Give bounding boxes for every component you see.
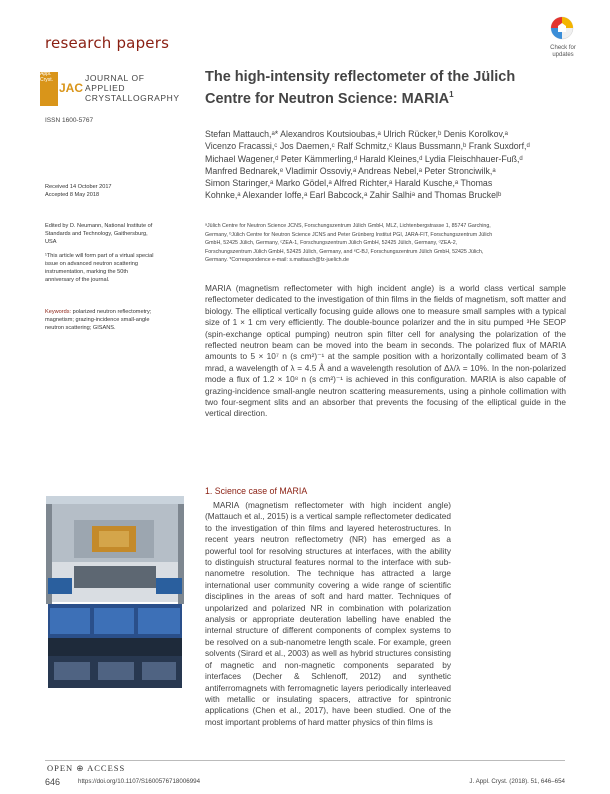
journal-logo-text: JAC (59, 81, 84, 95)
edited-by: Edited by D. Neumann, National Institute of Standards and Technology, Gaithersburg, USA (45, 223, 153, 245)
author-line: Stefan Mattauch,ᵃ* Alexandros Koutsioubas,ᵃ Ulrich Rücker,ᵇ Denis Korolkov,ᵃ (205, 129, 508, 139)
footer-divider (45, 760, 565, 761)
author-line: Simon Staringer,ᵃ Marko Gödel,ᵃ Alfred Richter,ᵃ Harald Kusche,ᵃ Thomas (205, 178, 493, 189)
keywords-label: Keywords: (45, 309, 72, 315)
keywords-text: polarized neutron reflectometry; magnetism; grazing-incidence small-angle neutron scattering; GISANS. (45, 309, 152, 331)
body-text (205, 500, 451, 728)
title-footnote-mark: 1 (449, 90, 454, 99)
title-text: Centre for Neutron Science: MARIA (205, 90, 450, 107)
affiliation-line: ᵃJülich Centre for Neutron Science JCNS, Forschungszentrum Jülich GmbH, MLZ, Lichtenbergstrasse 1, 85747 Garching, (205, 223, 491, 229)
journal-name-line: APPLIED (85, 83, 126, 93)
abstract: MARIA (magnetism reflectometer with high incident angle) is a world class vertical sample reflectometer dedicated to the investigation of thin films in the fields of magnetism, soft matter and biology. The elliptical vertically focusing guide allows one to measure small samples with a typical size of 1 × 1 cm very efficiently. The double-bounce polarizer and the in situ pumped ³He SEOP (spin-exchange optical pumping) neutron spin filter cell for analysing the polarization of the reflected neutron beam can be moved into the beam in seconds. The polarized flux of MARIA amounts to 5 × 10⁷ n (s cm²)⁻¹ at the sample position with a horizontally collimated beam of 3 mrad, a wavelength of λ = 4.5 Å and a wavelength resolution of Δλ/λ = 10%. In the non-polarized mode a flux of 1.2 × 10⁸ n (s cm²)⁻¹ is achieved in this configuration. MARIA is also capable of grazing-incidence small-angle neutron scattering measurements, using a pinhole collimation with two four-segment slits and an absorber that prevents the focusing of the elliptical guide in the vertical direction. (205, 283, 566, 419)
section-label: research papers (45, 34, 170, 52)
affiliation-line: Forschungszentrum Jülich GmbH, 52425 Jülich, Germany, and ᵉC-BJ, Forschungszentrum Jülich GmbH, 52425 Jülich, (205, 248, 484, 255)
affiliation-line: Germany, ᵇJülich Centre for Neutron Science JCNS and Peter Grünberg Institut PGI, JARA-FIT, Forschungszentrum Jülich (205, 231, 493, 238)
section-heading: 1. Science case of MARIA (205, 486, 308, 496)
open-access-badge: OPEN ⊕ ACCESS (47, 763, 126, 773)
page-number: 646 (45, 777, 61, 787)
issn: ISSN 1600-5767 (45, 117, 94, 124)
crossmark-label[interactable]: Check for updates (550, 45, 576, 58)
received-date: Received 14 October 2017 (45, 184, 112, 190)
affiliation-line: GmbH, 52425 Jülich, Germany, ᶜZEA-1, Forschungszentrum Jülich GmbH, 52425 Jülich, Germany, ᵈZEA-2, (205, 240, 458, 247)
special-issue-footnote: ¹This article will form part of a virtual special issue on advanced neutron scattering instrumentation, marking the 50th anniversary of the journal. (45, 253, 154, 283)
doi-link[interactable]: https://doi.org/10.1107/S1600576718006994 (78, 778, 201, 785)
author-line: Kohnke,ᵃ Alexander Ioffe,ᵃ Earl Babcock,ᵃ Zahir Salhiᵃ and Thomas Bruckelᵇ (205, 190, 502, 201)
journal-name-line: JOURNAL OF (85, 73, 145, 83)
title-line: The high-intensity reflectometer of the Jülich (205, 69, 516, 85)
title-line (205, 86, 545, 108)
author-line: Michael Wagener,ᵈ Peter Kämmerling,ᵈ Harald Kleines,ᵈ Lydia Fleischhauer-Fuß,ᵈ (205, 153, 523, 164)
author-list (205, 128, 575, 202)
author-line: Manfred Bednarek,ᵉ Vladimir Ossoviy,ᵃ Andreas Nebel,ᵃ Peter Stronciwilk,ᵃ (205, 165, 496, 176)
journal-name-line: CRYSTALLOGRAPHY (85, 93, 180, 103)
affiliation-line: Germany. *Correspondence e-mail: s.mattauch@fz-juelich.de (205, 257, 349, 264)
body-paragraph: MARIA (magnetism reflectometer with high incident angle) (Mattauch et al., 2015) is a vertical sample reflectometer dedicated to the investigation of thin films and layered heterostructures. In recent years neutron reflectometry (NR) has emerged as a powerful tool for resolving structures at interfaces, with the ability to distinguish structural features normal to the interface with sub-nanometre resolution. The technique has attracted a large international user community covering a wide range of scientific disciplines in the areas of soft and hard matter. Techniques of unpolarized and polarized NR in combination with polarization analysis or appropriate deuteration labelling have enabled the internal structure of different components of complex systems to be resolved on a sub-nanometre length scale. For example, green solvents (Sirard et al., 2003) as well as hybrid structures consisting of magnetic and non-magnetic components separated by interfaces (Decher & Schlenoff, 2012) and synthetic antiferromagnets with ferromagnetic layers periodically interleaved with metallic or insulating spacers, attractive for spintronic applications (Chen et al., 2017), have been studied. One of the most important problems of hard matter physics of thin films is (205, 500, 451, 727)
keywords (45, 308, 160, 332)
instrument-photo (44, 496, 186, 702)
author-line: Vicenzo Fracassi,ᶜ Jos Daemen,ᶜ Ralf Schmitz,ᶜ Klaus Bussmann,ᵇ Frank Suxdorf,ᵈ (205, 141, 530, 152)
citation: J. Appl. Cryst. (2018). 51, 646–654 (469, 778, 565, 785)
accepted-date: Accepted 8 May 2018 (45, 192, 100, 198)
article-title (205, 69, 545, 108)
affiliations (205, 222, 575, 265)
journal-logo-small: Appl. Cryst. (40, 71, 54, 83)
journal-name (85, 73, 195, 103)
